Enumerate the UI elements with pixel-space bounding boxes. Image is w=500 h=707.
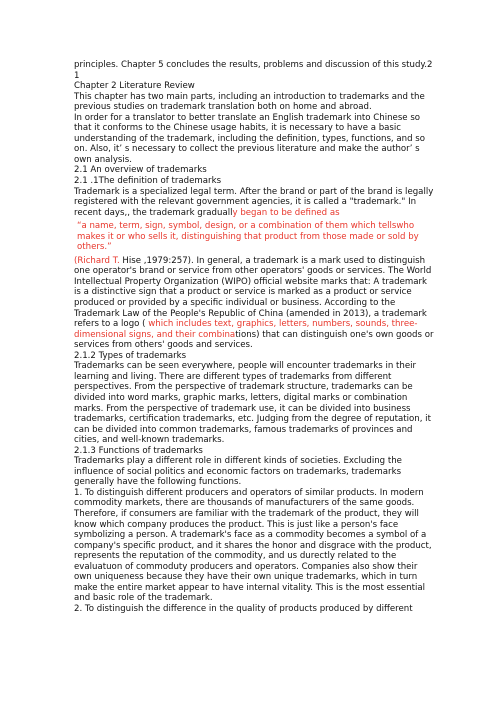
section-heading-2-1-2: 2.1.2 Types of trademarks [74, 350, 187, 361]
types-paragraph: Trademarks can be seen everywhere, people will encounter trademarks in their learning and living. There are different types of trademarks from different perspectives. From the perspective of trademark structure, trademarks can be divided into word marks, graphic marks, letters, digital marks or combination marks. From the perspective of trademark use, it can be divided into business trademarks, certification trademarks, etc. Judging from the degree of reputation, it can be divided into common trademarks, famous trademarks of provinces and cities, and well-known trademarks. [74, 361, 431, 446]
intro-fragment: principles. Chapter 5 concludes the results, problems and discussion of this study.2 [74, 60, 433, 70]
wipo-text-end: tions) that can distinguish one's own goods or services from others' goods and services. [74, 329, 434, 351]
translator-paragraph: In order for a translator to better translate an English trademark into Chinese so that it conforms to the Chinese usage habits, it is necessary to have a basic understanding of the trademark, including the definition, types, functions, and so on. Also, it’ s necessary to collect the previous literature and make the author’ s own analysis. [74, 112, 426, 165]
definition-quote: “a name, term, sign, symbol, design, or a combination of them which tellswho makes it or who sells it, distinguishing that product from those made or sold by others.” [77, 221, 419, 253]
section-heading-2-1-3: 2.1.3 Functions of trademarks [74, 445, 203, 456]
document-page [74, 60, 434, 614]
section-heading-2-1: 2.1 An overview of trademarks [74, 165, 207, 176]
logo-components-highlight: which includes text, graphics, letters, numbers, sounds, three-dimensional signs, and their combina [74, 319, 418, 340]
chapter-title: Chapter 2 Literature Review [74, 81, 195, 92]
definition-text-highlight: y began to be defined as [232, 207, 340, 218]
function-2-paragraph: 2. To distinguish the difference in the quality of products produced by different [74, 603, 413, 614]
functions-paragraph: Trademarks play a different role in different kinds of societies. Excluding the influence of social politics and economic factors on trademarks, trademarks generally have the following functions. [74, 456, 402, 488]
page-number-fragment: 1 [74, 70, 80, 81]
definition-paragraph [74, 187, 434, 219]
definition-text: Trademark is a specialized legal term. After the brand or part of the brand is legally registered with the relevant government agencies, it is called a "trademark." In recent days,, the trademark graduall [74, 186, 434, 218]
chapter-intro-paragraph: This chapter has two main parts, including an introduction to trademarks and the previous studies on trademark translation both on home and abroad. [74, 91, 425, 113]
section-heading-2-1-1: 2.1 .1The definition of trademarks [74, 176, 222, 187]
citation-author: (Richard T. [74, 255, 120, 266]
wipo-text: Hise ,1979:257). In general, a trademark is a mark used to distinguish one operator's brand or service from other operators' goods or services. The World Intellectual Property Organization (WIPO) official website marks that: A trademark is a distinctive sign that a product or service is marked as a product or service produced or provided by a specific individual or business. According to the Trademark Law of the People's Republic of China (amended in 2013), a trademark refers to a logo ( [74, 255, 432, 330]
wipo-paragraph [74, 256, 434, 351]
function-1-paragraph: 1. To distinguish different producers and operators of similar products. In modern commodity markets, there are thousands of manufacturers of the same goods. Therefore, if consumers are familiar with the trademark of the product, they will know which company produces the product. This is just like a person's face symbolizing a person. A trademark's face as a commodity becomes a symbol of a company's specific product, and it shares the honor and disgrace with the product, represents the reputation of the commodity, and us durectly related to the evaluatuon of commoduty producers and operators. Companies also show their own uniqueness because they have their own unique trademarks, which in turn make the entire market appear to have internal vitality. This is the most essential and basic role of the trademark. [74, 487, 432, 604]
